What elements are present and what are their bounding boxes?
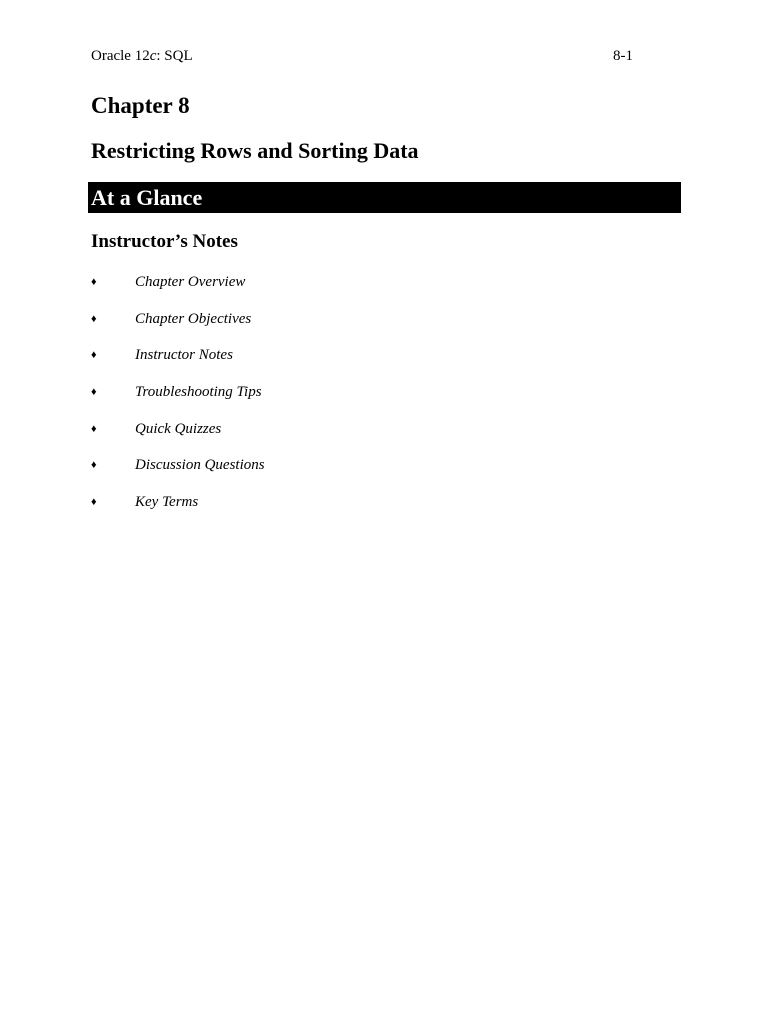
list-item-label: Quick Quizzes — [135, 420, 222, 437]
list-item — [91, 272, 591, 309]
header-page-number: 8-1 — [613, 48, 633, 64]
diamond-bullet-icon: ♦ — [91, 349, 97, 362]
list-item — [91, 382, 591, 419]
list-item — [91, 345, 591, 382]
diamond-bullet-icon: ♦ — [91, 459, 97, 472]
diamond-bullet-icon: ♦ — [91, 276, 97, 288]
contents-list — [91, 272, 591, 529]
list-item-label: Key Terms — [135, 494, 199, 511]
header-book-title: Oracle 12c: SQL — [91, 48, 193, 64]
running-header — [91, 46, 633, 66]
list-item — [91, 455, 591, 492]
list-item-label: Chapter Overview — [135, 274, 246, 290]
chapter-number: Chapter 8 — [91, 93, 190, 118]
list-item-label: Chapter Objectives — [135, 310, 252, 327]
at-a-glance-label: At a Glance — [91, 185, 203, 210]
list-item — [91, 309, 591, 346]
list-item — [91, 492, 591, 529]
chapter-title: Restricting Rows and Sorting Data — [91, 138, 419, 163]
list-item — [91, 419, 591, 456]
list-item-label: Troubleshooting Tips — [135, 384, 262, 401]
at-a-glance-banner — [88, 182, 681, 213]
instructors-notes-heading: Instructor’s Notes — [91, 231, 238, 252]
diamond-bullet-icon: ♦ — [91, 496, 97, 509]
list-item-label: Instructor Notes — [135, 347, 233, 364]
list-item-label: Discussion Questions — [135, 457, 265, 474]
diamond-bullet-icon: ♦ — [91, 312, 97, 325]
diamond-bullet-icon: ♦ — [91, 422, 97, 435]
diamond-bullet-icon: ♦ — [91, 386, 97, 399]
